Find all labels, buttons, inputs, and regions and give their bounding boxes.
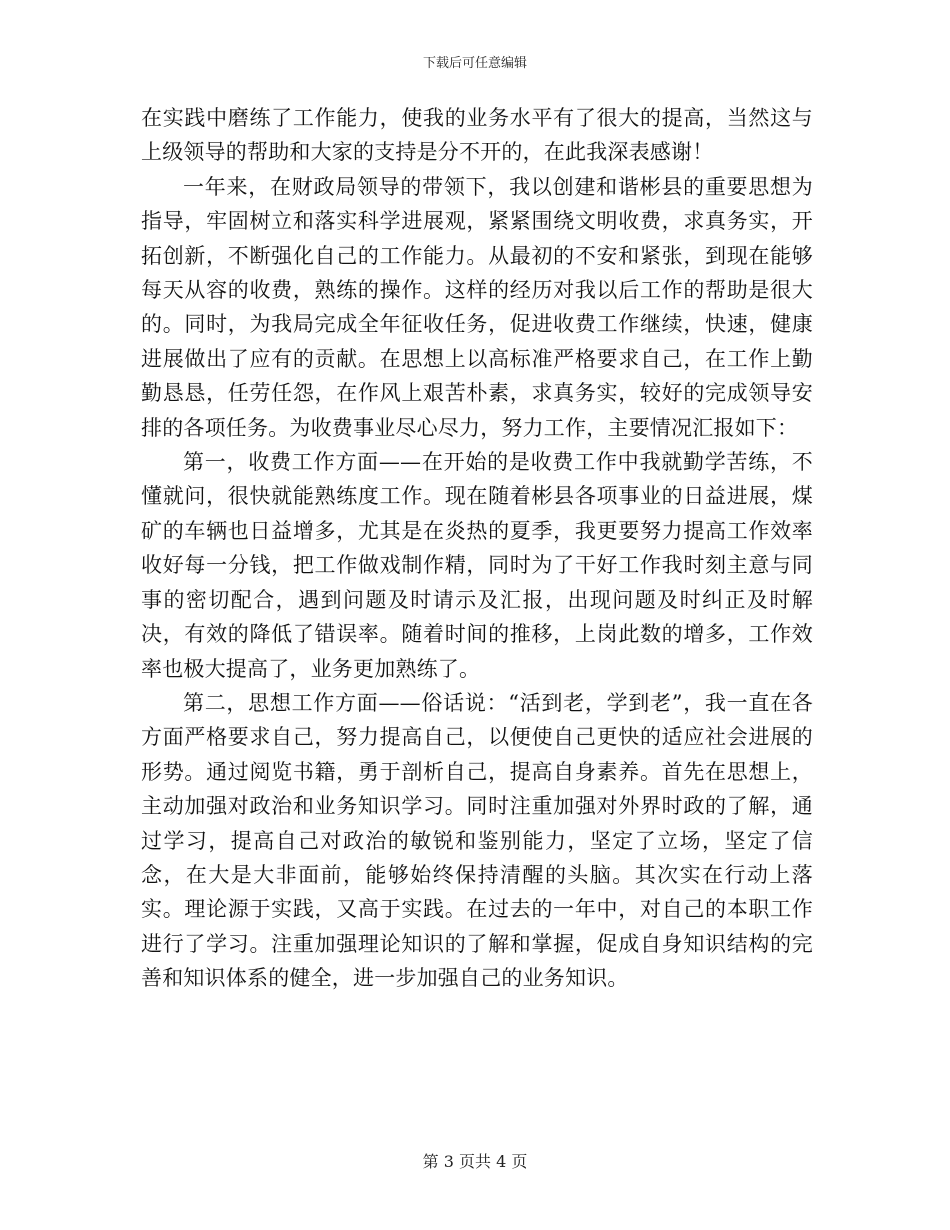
paragraph-overview: 一年来，在财政局领导的带领下，我以创建和谐彬县的重要思想为指导，牢固树立和落实科学进展观，紧紧围绕文明收费，求真务实，开拓创新，不断强化自己的工作能力。从最初的不安和紧张，到现在能够每天从容的收费，熟练的操作。这样的经历对我以后工作的帮助是很大的。同时，为我局完成全年征收任务，促进收费工作继续，快速，健康进展做出了应有的贡献。在思想上以高标准严格要求自己，在工作上勤勤恳恳，任劳任怨，在作风上艰苦朴素，求真务实，较好的完成领导安排的各项任务。为收费事业尽心尽力，努力工作，主要情况汇报如下： (141, 174, 813, 440)
paragraph-toll-work: 第一，收费工作方面——在开始的是收费工作中我就勤学苦练，不懂就问，很快就能熟练度工作。现在随着彬县各项事业的日益进展，煤矿的车辆也日益增多，尤其是在炎热的夏季，我更要努力提高工作效率收好每一分钱，把工作做戏制作精，同时为了干好工作我时刻主意与同事的密切配合，遇到问题及时请示及汇报，出现问题及时纠正及时解决，有效的降低了错误率。随着时间的推移，上岗此数的增多，工作效率也极大提高了，业务更加熟练了。 (141, 450, 813, 681)
paragraph-ideology-work: 第二，思想工作方面——俗话说：“活到老，学到老”，我一直在各方面严格要求自己，努力提高自己，以便使自己更快的适应社会进展的形势。通过阅览书籍，勇于剖析自己，提高自身素养。首先在思想上，主动加强对政治和业务知识学习。同时注重加强对外界时政的了解，通过学习，提高自己对政治的敏锐和鉴别能力，坚定了立场，坚定了信念，在大是大非面前，能够始终保持清醒的头脑。其次实在行动上落实。理论源于实践，又高于实践。在过去的一年中，对自己的本职工作进行了学习。注重加强理论知识的了解和掌握，促成自身知识结构的完善和知识体系的健全，进一步加强自己的业务知识。 (141, 690, 813, 991)
paragraph-continuation: 在实践中磨练了工作能力，使我的业务水平有了很大的提高，当然这与上级领导的帮助和大家的支持是分不开的，在此我深表感谢！ (141, 106, 813, 165)
page-header: 下载后可任意编辑 (422, 56, 527, 71)
page-number: 第 3 页共 4 页 (422, 1152, 528, 1171)
document-body (141, 101, 813, 996)
